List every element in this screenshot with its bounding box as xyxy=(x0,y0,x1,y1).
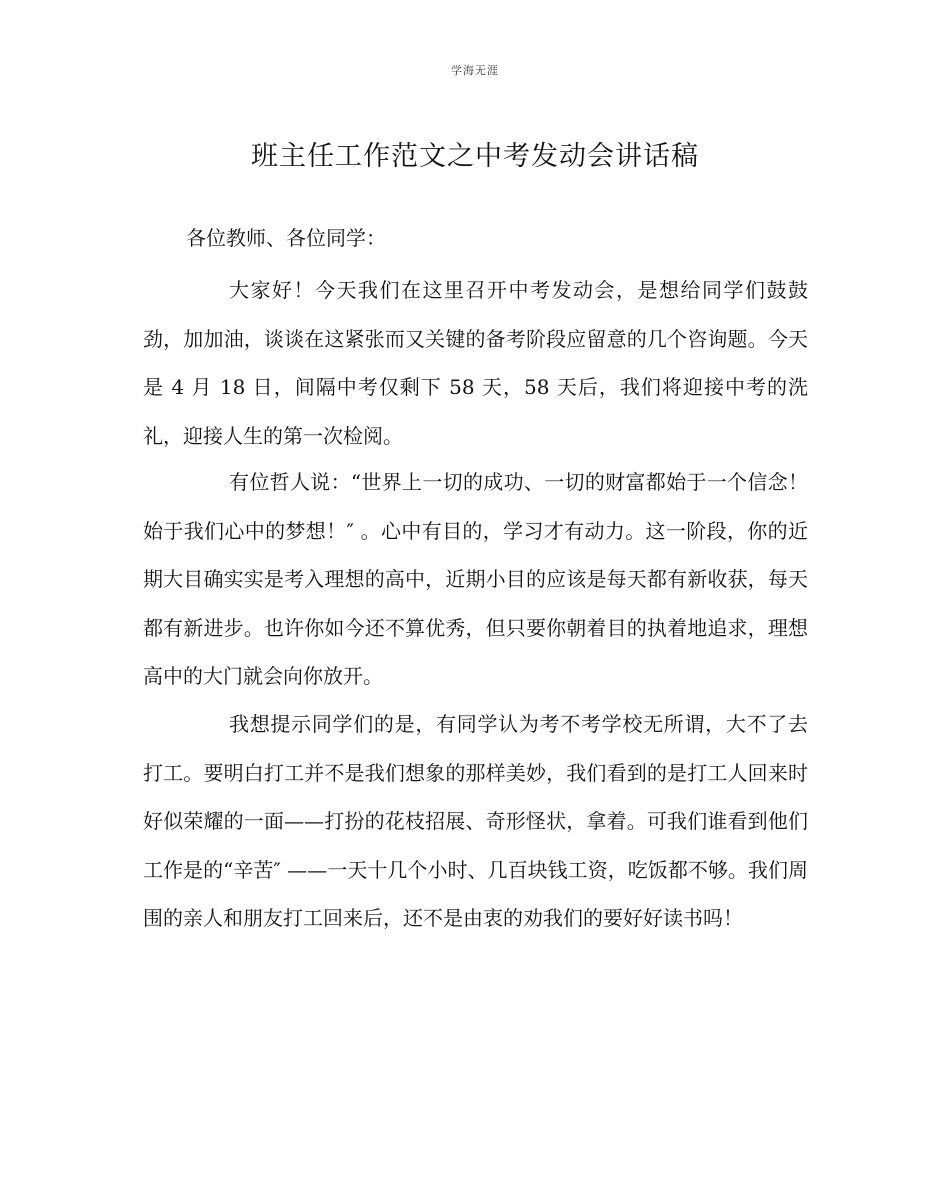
paragraph-3: 我想提示同学们的是，有同学认为考不考学校无所谓，大不了去打工。要明白打工并不是我们想象的那样美妙，我们看到的是打工人回来时好似荣耀的一面——打扮的花枝招展、奇形怪状，拿着。可我们谁看到他们工作是的“辛苦″ ——一天十几个小时、几百块钱工资，吃饭都不够。我们周围的亲人和朋友打工回来后，还不是由衷的劝我们的要好好读书吗！ xyxy=(143,712,808,930)
paragraph-2: 有位哲人说：“世界上一切的成功、一切的财富都始于一个信念！始于我们心中的梦想！″ 。心中有目的，学习才有动力。这一阶段，你的近期大目确实实是考入理想的高中，近期小目的应该是每天都有新收获，每天都有新进步。也许你如今还不算优秀，但只要你朝着目的执着地追求，理想高中的大门就会向你放开。 xyxy=(143,470,808,688)
page-header: 学海无涯 xyxy=(451,64,499,77)
document-title: 班主任工作范文之中考发动会讲话稿 xyxy=(251,141,699,172)
salutation: 各位教师、各位同学： xyxy=(186,226,386,250)
paragraph-1: 大家好！今天我们在这里召开中考发动会，是想给同学们鼓鼓劲，加加油，谈谈在这紧张而又关键的备考阶段应留意的几个咨询题。今天是 4 月 18 日，间隔中考仅剩下 58 天，58 天后，我们将迎接中考的洗礼，迎接人生的第一次检阅。 xyxy=(143,278,808,448)
